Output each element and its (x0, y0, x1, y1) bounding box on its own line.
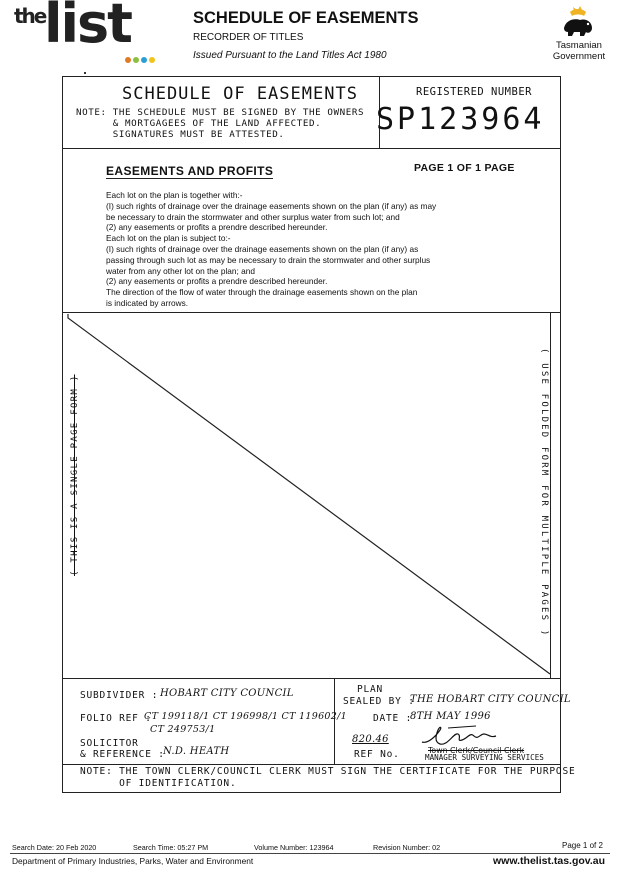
clerk-signing-note: NOTE: THE TOWN CLERK/COUNCIL CLERK MUST SIGN THE CERTIFICATE FOR THE PURPOSE OF IDENTIFICATION. (80, 766, 576, 789)
sealed-by-value: THE HOBART CITY COUNCIL (410, 694, 571, 705)
solicitor-label: SOLICITOR & REFERENCE : (80, 738, 165, 760)
signing-note: NOTE: THE SCHEDULE MUST BE SIGNED BY THE OWNERS & MORTGAGEES OF THE LAND AFFECTED. SIGNATURES MUST BE ATTESTED. (76, 107, 365, 140)
easements-body: Each lot on the plan is together with:- (I) such rights of drainage over the drainage easements shown on the plan (if any) as may be necessary to drain the stormwater and other surplus water from such lot; and (2) any easements or profits a prendre described hereunder. Each lot on the plan is subject to:- (I) such rights of drainage over the drainage easements shown on the plan (if any) as passing through such lot as may be necessary to drain the stormwater and other surplus water from any other lot on the plan; and (2) any easements or profits a prendre described hereunder. The direction of the flow of water through the drainage easements shown on the plan is indicated by arrows. (106, 190, 437, 308)
signature (418, 722, 518, 748)
folio-value-2: CT 249753/1 (150, 724, 216, 735)
government-label (546, 40, 612, 62)
clerk-title: MANAGER SURVEYING SERVICES (425, 753, 544, 762)
ref-label: REF No. (354, 749, 400, 760)
folded-form-note: ( USE FOLDED FORM FOR MULTIPLE PAGES ) (539, 348, 549, 638)
logo-list: list (44, 0, 131, 55)
schedule-title: SCHEDULE OF EASEMENTS (122, 84, 358, 104)
page-count: Page 1 of 2 (562, 841, 603, 850)
logo-dot (133, 57, 139, 63)
logo-dot (125, 57, 131, 63)
plan-label: PLAN (357, 684, 384, 695)
cancellation-diagonal (62, 312, 561, 678)
logo-dots (125, 50, 157, 68)
subdivider-label: SUBDIVIDER : (80, 690, 159, 701)
divider (62, 148, 561, 149)
clerk-struck-text: Town Clerk/Council Clerk (428, 746, 525, 755)
registered-number: SP123964 (376, 102, 545, 137)
search-time: Search Time: 05:27 PM (133, 843, 209, 852)
frame-tick (84, 72, 86, 74)
solicitor-value: N.D. HEATH (163, 746, 230, 757)
revision-number: Revision Number: 02 (373, 843, 441, 852)
tasmanian-devil-emblem-icon (558, 6, 598, 40)
logo-the: the (14, 4, 46, 28)
date-label: DATE : (373, 713, 413, 724)
header-title: SCHEDULE OF EASEMENTS (193, 9, 419, 27)
ref-number: 820.46 (352, 734, 389, 745)
folio-value-1: CT 199118/1 CT 196998/1 CT 119602/1 (144, 711, 347, 722)
divider (62, 678, 561, 679)
search-date: Search Date: 20 Feb 2020 (12, 843, 97, 852)
gov-line-1: Tasmanian (556, 40, 602, 51)
single-page-form-note: ( THIS IS A SINGLE PAGE FORM ) (70, 374, 80, 576)
logo-dot (149, 57, 155, 63)
department-name: Department of Primary Industries, Parks, Water and Environment (12, 856, 254, 866)
date-value: 8TH MAY 1996 (410, 711, 491, 722)
volume-number: Volume Number: 123964 (254, 843, 334, 852)
folio-label: FOLIO REF : (80, 713, 152, 724)
page-info: PAGE 1 OF 1 PAGE (414, 162, 515, 174)
header-subtitle: RECORDER OF TITLES (193, 32, 304, 43)
divider (62, 764, 561, 765)
sealed-by-label: SEALED BY : (343, 696, 415, 707)
registered-number-label: REGISTERED NUMBER (416, 86, 532, 98)
subdivider-value: HOBART CITY COUNCIL (160, 688, 294, 699)
footer-divider (10, 853, 610, 854)
easements-title: EASEMENTS AND PROFITS (106, 164, 274, 178)
header-act: Issued Pursuant to the Land Titles Act 1980 (193, 50, 387, 61)
logo-dot (141, 57, 147, 63)
gov-line-2: Government (552, 51, 606, 62)
website-link[interactable]: www.thelist.tas.gov.au (493, 855, 606, 867)
